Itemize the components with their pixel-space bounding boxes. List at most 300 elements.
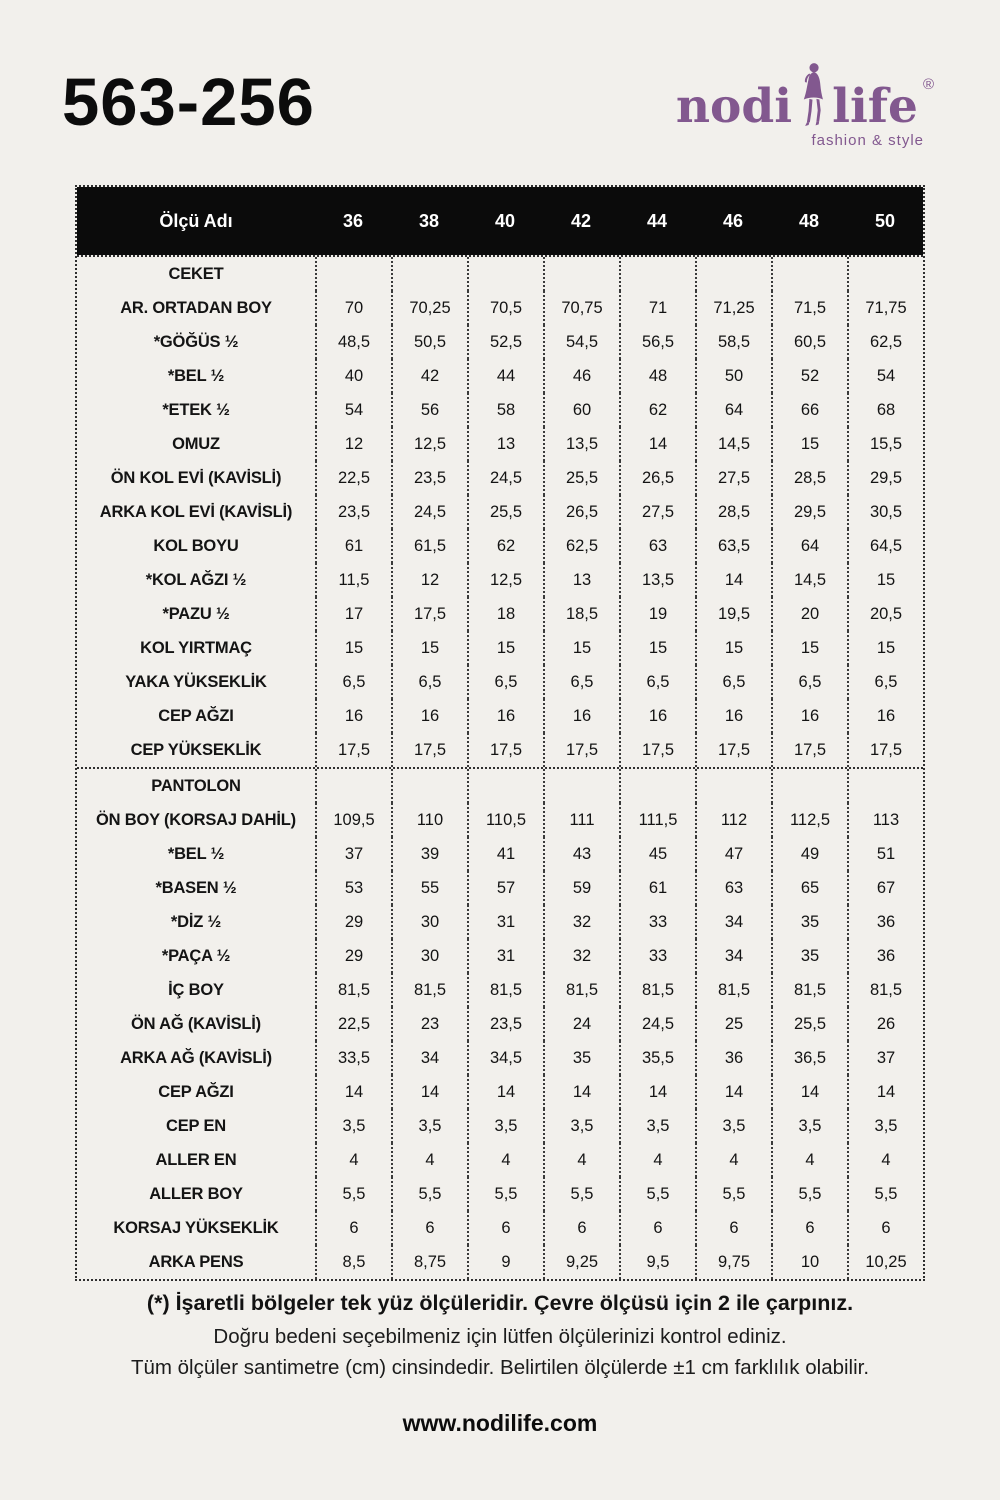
table-row bbox=[77, 359, 923, 393]
table-row bbox=[77, 495, 923, 529]
value-cell: 14 bbox=[467, 1075, 543, 1109]
value-cell: 10,25 bbox=[847, 1245, 923, 1279]
value-cell: 18 bbox=[467, 597, 543, 631]
value-cell: 61 bbox=[315, 529, 391, 563]
value-cell bbox=[467, 769, 543, 803]
value-cell: 112 bbox=[695, 803, 771, 837]
value-cell: 6,5 bbox=[619, 665, 695, 699]
value-cell: 63 bbox=[619, 529, 695, 563]
value-cell: 17,5 bbox=[467, 733, 543, 767]
row-label: ALLER BOY bbox=[149, 1184, 243, 1203]
value-cell: 22,5 bbox=[315, 461, 391, 495]
value-cell: 6 bbox=[771, 1211, 847, 1245]
value-cell: 18,5 bbox=[543, 597, 619, 631]
value-cell: 110 bbox=[391, 803, 467, 837]
value-cell bbox=[315, 257, 391, 291]
value-cell: 43 bbox=[543, 837, 619, 871]
value-cell: 61 bbox=[619, 871, 695, 905]
value-cell: 42 bbox=[391, 359, 467, 393]
value-cell: 4 bbox=[619, 1143, 695, 1177]
value-cell: 6 bbox=[695, 1211, 771, 1245]
value-cell: 14 bbox=[771, 1075, 847, 1109]
value-cell: 71,5 bbox=[771, 291, 847, 325]
table-row bbox=[77, 837, 923, 871]
value-cell: 81,5 bbox=[619, 973, 695, 1007]
section-title-row bbox=[77, 769, 923, 803]
value-cell: 81,5 bbox=[695, 973, 771, 1007]
value-cell: 29,5 bbox=[847, 461, 923, 495]
value-cell: 70,5 bbox=[467, 291, 543, 325]
value-cell: 47 bbox=[695, 837, 771, 871]
size-column-header: 50 bbox=[874, 210, 896, 231]
table-row bbox=[77, 1245, 923, 1279]
value-cell: 81,5 bbox=[847, 973, 923, 1007]
value-cell bbox=[619, 257, 695, 291]
value-cell: 20 bbox=[771, 597, 847, 631]
table-row bbox=[77, 461, 923, 495]
row-label: KOL BOYU bbox=[153, 536, 239, 555]
table-row bbox=[77, 939, 923, 973]
row-label: CEP AĞZI bbox=[158, 1082, 234, 1101]
value-cell: 24,5 bbox=[619, 1007, 695, 1041]
value-cell: 41 bbox=[467, 837, 543, 871]
value-cell: 4 bbox=[847, 1143, 923, 1177]
table-row bbox=[77, 905, 923, 939]
value-cell: 19,5 bbox=[695, 597, 771, 631]
value-cell: 3,5 bbox=[467, 1109, 543, 1143]
value-cell: 29 bbox=[315, 905, 391, 939]
value-cell: 20,5 bbox=[847, 597, 923, 631]
value-cell: 71 bbox=[619, 291, 695, 325]
value-cell: 17,5 bbox=[315, 733, 391, 767]
table-row bbox=[77, 871, 923, 905]
size-column-header: 38 bbox=[418, 210, 440, 231]
value-cell bbox=[771, 257, 847, 291]
value-cell: 37 bbox=[847, 1041, 923, 1075]
size-column-header: 48 bbox=[798, 210, 820, 231]
value-cell: 9,25 bbox=[543, 1245, 619, 1279]
value-cell: 34 bbox=[391, 1041, 467, 1075]
row-label: *PAZU ½ bbox=[162, 604, 230, 623]
value-cell: 23,5 bbox=[315, 495, 391, 529]
value-cell: 32 bbox=[543, 905, 619, 939]
value-cell: 17,5 bbox=[619, 733, 695, 767]
row-label: *KOL AĞZI ½ bbox=[145, 570, 247, 589]
value-cell: 5,5 bbox=[391, 1177, 467, 1211]
value-cell: 5,5 bbox=[467, 1177, 543, 1211]
value-cell: 6,5 bbox=[467, 665, 543, 699]
value-cell: 16 bbox=[467, 699, 543, 733]
value-cell: 4 bbox=[391, 1143, 467, 1177]
table-row bbox=[77, 291, 923, 325]
value-cell: 36 bbox=[847, 939, 923, 973]
value-cell bbox=[543, 769, 619, 803]
table-row bbox=[77, 1143, 923, 1177]
row-label: ARKA KOL EVİ (KAVİSLİ) bbox=[99, 502, 293, 521]
value-cell: 3,5 bbox=[695, 1109, 771, 1143]
value-cell: 16 bbox=[391, 699, 467, 733]
value-cell: 25,5 bbox=[771, 1007, 847, 1041]
value-cell: 11,5 bbox=[315, 563, 391, 597]
table-row bbox=[77, 325, 923, 359]
table-body bbox=[77, 255, 923, 1279]
size-column-header: 36 bbox=[342, 210, 364, 231]
value-cell: 3,5 bbox=[391, 1109, 467, 1143]
table-row bbox=[77, 1041, 923, 1075]
value-cell: 14 bbox=[619, 427, 695, 461]
value-cell: 6,5 bbox=[391, 665, 467, 699]
row-label: AR. ORTADAN BOY bbox=[120, 298, 272, 317]
value-cell: 14,5 bbox=[695, 427, 771, 461]
value-cell: 5,5 bbox=[695, 1177, 771, 1211]
value-cell: 58,5 bbox=[695, 325, 771, 359]
value-cell: 26,5 bbox=[619, 461, 695, 495]
value-cell bbox=[847, 769, 923, 803]
value-cell: 62 bbox=[619, 393, 695, 427]
row-label: *DİZ ½ bbox=[170, 912, 222, 931]
value-cell: 14 bbox=[543, 1075, 619, 1109]
footer-notes bbox=[0, 1291, 1000, 1387]
row-label: ÖN AĞ (KAVİSLİ) bbox=[131, 1014, 261, 1033]
value-cell: 14 bbox=[695, 1075, 771, 1109]
value-cell: 6 bbox=[467, 1211, 543, 1245]
row-label: YAKA YÜKSEKLİK bbox=[125, 672, 267, 691]
value-cell: 3,5 bbox=[847, 1109, 923, 1143]
value-cell: 12 bbox=[315, 427, 391, 461]
row-label: *PAÇA ½ bbox=[161, 946, 231, 965]
value-cell: 62,5 bbox=[847, 325, 923, 359]
row-label: CEP EN bbox=[166, 1116, 226, 1135]
value-cell: 13,5 bbox=[543, 427, 619, 461]
value-cell: 16 bbox=[847, 699, 923, 733]
table-section bbox=[77, 767, 923, 1279]
table-row bbox=[77, 803, 923, 837]
value-cell: 19 bbox=[619, 597, 695, 631]
value-cell: 17,5 bbox=[847, 733, 923, 767]
value-cell: 58 bbox=[467, 393, 543, 427]
value-cell: 4 bbox=[315, 1143, 391, 1177]
value-cell: 63,5 bbox=[695, 529, 771, 563]
section-title-row bbox=[77, 257, 923, 291]
value-cell: 9 bbox=[467, 1245, 543, 1279]
website-url: www.nodilife.com bbox=[402, 1410, 598, 1436]
value-cell: 63 bbox=[695, 871, 771, 905]
value-cell: 31 bbox=[467, 939, 543, 973]
brand-name-left: nodi bbox=[675, 79, 793, 135]
value-cell: 46 bbox=[543, 359, 619, 393]
value-cell bbox=[543, 257, 619, 291]
value-cell: 70 bbox=[315, 291, 391, 325]
value-cell: 57 bbox=[467, 871, 543, 905]
value-cell: 6,5 bbox=[315, 665, 391, 699]
section-title: PANTOLON bbox=[151, 776, 241, 795]
value-cell: 54 bbox=[315, 393, 391, 427]
value-cell: 52 bbox=[771, 359, 847, 393]
value-cell: 28,5 bbox=[695, 495, 771, 529]
value-cell: 110,5 bbox=[467, 803, 543, 837]
value-cell: 45 bbox=[619, 837, 695, 871]
value-cell: 16 bbox=[771, 699, 847, 733]
value-cell: 15 bbox=[771, 631, 847, 665]
value-cell: 14 bbox=[847, 1075, 923, 1109]
value-cell: 29 bbox=[315, 939, 391, 973]
value-cell bbox=[391, 257, 467, 291]
value-cell: 62,5 bbox=[543, 529, 619, 563]
value-cell: 5,5 bbox=[619, 1177, 695, 1211]
value-cell: 81,5 bbox=[543, 973, 619, 1007]
row-label: CEP AĞZI bbox=[158, 706, 234, 725]
value-cell: 14 bbox=[391, 1075, 467, 1109]
value-cell: 50,5 bbox=[391, 325, 467, 359]
value-cell: 22,5 bbox=[315, 1007, 391, 1041]
row-label: ÖN KOL EVİ (KAVİSLİ) bbox=[110, 468, 282, 487]
value-cell: 40 bbox=[315, 359, 391, 393]
table-row bbox=[77, 597, 923, 631]
value-cell: 35 bbox=[771, 939, 847, 973]
value-cell: 4 bbox=[771, 1143, 847, 1177]
size-header-row bbox=[77, 187, 923, 255]
value-cell: 111,5 bbox=[619, 803, 695, 837]
value-cell: 27,5 bbox=[619, 495, 695, 529]
row-label: *BASEN ½ bbox=[155, 878, 237, 897]
value-cell: 17,5 bbox=[543, 733, 619, 767]
value-cell: 34,5 bbox=[467, 1041, 543, 1075]
value-cell: 6 bbox=[391, 1211, 467, 1245]
value-cell: 16 bbox=[543, 699, 619, 733]
value-cell: 8,75 bbox=[391, 1245, 467, 1279]
value-cell: 6 bbox=[847, 1211, 923, 1245]
value-cell: 12 bbox=[391, 563, 467, 597]
row-label: ALLER EN bbox=[155, 1150, 237, 1169]
value-cell: 23 bbox=[391, 1007, 467, 1041]
size-table bbox=[75, 185, 925, 1281]
value-cell: 64 bbox=[695, 393, 771, 427]
value-cell: 81,5 bbox=[391, 973, 467, 1007]
table-row bbox=[77, 1007, 923, 1041]
value-cell: 29,5 bbox=[771, 495, 847, 529]
value-cell: 31 bbox=[467, 905, 543, 939]
value-cell: 34 bbox=[695, 905, 771, 939]
note-asterisk: (*) İşaretli bölgeler tek yüz ölçüleridir. Çevre ölçüsü için 2 ile çarpınız. bbox=[146, 1291, 854, 1315]
value-cell: 15 bbox=[771, 427, 847, 461]
value-cell: 35 bbox=[543, 1041, 619, 1075]
value-cell: 71,75 bbox=[847, 291, 923, 325]
value-cell: 49 bbox=[771, 837, 847, 871]
value-cell: 60 bbox=[543, 393, 619, 427]
value-cell: 71,25 bbox=[695, 291, 771, 325]
value-cell: 4 bbox=[695, 1143, 771, 1177]
value-cell: 25,5 bbox=[543, 461, 619, 495]
value-cell: 16 bbox=[315, 699, 391, 733]
brand-tagline: fashion & style bbox=[811, 132, 924, 149]
row-label: ARKA PENS bbox=[148, 1252, 244, 1271]
value-cell: 33 bbox=[619, 939, 695, 973]
row-label: CEP YÜKSEKLİK bbox=[130, 740, 262, 759]
value-cell: 6,5 bbox=[771, 665, 847, 699]
value-cell: 25,5 bbox=[467, 495, 543, 529]
value-cell bbox=[695, 257, 771, 291]
table-row bbox=[77, 665, 923, 699]
value-cell: 6,5 bbox=[543, 665, 619, 699]
value-cell: 36,5 bbox=[771, 1041, 847, 1075]
row-label: *GÖĞÜS ½ bbox=[153, 332, 239, 351]
value-cell: 3,5 bbox=[543, 1109, 619, 1143]
value-cell bbox=[315, 769, 391, 803]
value-cell: 59 bbox=[543, 871, 619, 905]
value-cell: 14,5 bbox=[771, 563, 847, 597]
value-cell: 24,5 bbox=[467, 461, 543, 495]
table-row bbox=[77, 733, 923, 767]
table-row bbox=[77, 427, 923, 461]
brand-logo bbox=[664, 62, 934, 149]
value-cell: 51 bbox=[847, 837, 923, 871]
value-cell: 8,5 bbox=[315, 1245, 391, 1279]
table-row bbox=[77, 1211, 923, 1245]
value-cell: 13 bbox=[467, 427, 543, 461]
table-row bbox=[77, 631, 923, 665]
value-cell: 4 bbox=[543, 1143, 619, 1177]
value-cell: 14 bbox=[315, 1075, 391, 1109]
value-cell: 16 bbox=[695, 699, 771, 733]
value-cell: 5,5 bbox=[543, 1177, 619, 1211]
woman-silhouette-icon bbox=[795, 62, 829, 134]
value-cell: 68 bbox=[847, 393, 923, 427]
value-cell: 17,5 bbox=[771, 733, 847, 767]
table-row bbox=[77, 529, 923, 563]
value-cell: 48,5 bbox=[315, 325, 391, 359]
size-column-header: 46 bbox=[722, 210, 744, 231]
value-cell: 6 bbox=[315, 1211, 391, 1245]
table-row bbox=[77, 973, 923, 1007]
value-cell: 39 bbox=[391, 837, 467, 871]
value-cell: 81,5 bbox=[315, 973, 391, 1007]
row-label: ÖN BOY (KORSAJ DAHİL) bbox=[96, 810, 296, 829]
value-cell: 6,5 bbox=[695, 665, 771, 699]
value-cell: 5,5 bbox=[315, 1177, 391, 1211]
row-label: *ETEK ½ bbox=[162, 400, 230, 419]
row-label: İÇ BOY bbox=[168, 980, 224, 999]
value-cell: 4 bbox=[467, 1143, 543, 1177]
value-cell bbox=[847, 257, 923, 291]
value-cell: 26 bbox=[847, 1007, 923, 1041]
value-cell: 37 bbox=[315, 837, 391, 871]
size-column-header: 40 bbox=[494, 210, 516, 231]
value-cell: 15,5 bbox=[847, 427, 923, 461]
value-cell: 53 bbox=[315, 871, 391, 905]
table-row bbox=[77, 1177, 923, 1211]
value-cell: 30 bbox=[391, 939, 467, 973]
value-cell: 81,5 bbox=[771, 973, 847, 1007]
value-cell: 14 bbox=[619, 1075, 695, 1109]
value-cell: 15 bbox=[695, 631, 771, 665]
value-cell: 23,5 bbox=[391, 461, 467, 495]
value-cell: 5,5 bbox=[771, 1177, 847, 1211]
value-cell: 70,25 bbox=[391, 291, 467, 325]
value-cell: 60,5 bbox=[771, 325, 847, 359]
value-cell: 9,75 bbox=[695, 1245, 771, 1279]
value-cell: 27,5 bbox=[695, 461, 771, 495]
value-cell: 17,5 bbox=[391, 597, 467, 631]
value-cell: 33,5 bbox=[315, 1041, 391, 1075]
value-cell: 3,5 bbox=[315, 1109, 391, 1143]
section-title: CEKET bbox=[168, 264, 224, 283]
table-row bbox=[77, 563, 923, 597]
value-cell: 24,5 bbox=[391, 495, 467, 529]
table-section bbox=[77, 257, 923, 767]
value-cell: 36 bbox=[847, 905, 923, 939]
value-cell: 81,5 bbox=[467, 973, 543, 1007]
value-cell: 56 bbox=[391, 393, 467, 427]
value-cell bbox=[695, 769, 771, 803]
value-cell: 54 bbox=[847, 359, 923, 393]
measure-name-header: Ölçü Adı bbox=[159, 210, 233, 231]
table-row bbox=[77, 1109, 923, 1143]
value-cell: 15 bbox=[315, 631, 391, 665]
row-label: OMUZ bbox=[172, 434, 220, 453]
value-cell: 15 bbox=[847, 563, 923, 597]
table-row bbox=[77, 393, 923, 427]
value-cell: 15 bbox=[847, 631, 923, 665]
value-cell bbox=[771, 769, 847, 803]
value-cell: 44 bbox=[467, 359, 543, 393]
value-cell: 9,5 bbox=[619, 1245, 695, 1279]
size-column-header: 42 bbox=[570, 210, 592, 231]
value-cell: 15 bbox=[467, 631, 543, 665]
value-cell: 10 bbox=[771, 1245, 847, 1279]
value-cell: 112,5 bbox=[771, 803, 847, 837]
value-cell: 15 bbox=[543, 631, 619, 665]
row-label: ARKA AĞ (KAVİSLİ) bbox=[120, 1048, 272, 1067]
value-cell: 17,5 bbox=[695, 733, 771, 767]
value-cell: 35 bbox=[771, 905, 847, 939]
value-cell: 23,5 bbox=[467, 1007, 543, 1041]
value-cell: 12,5 bbox=[467, 563, 543, 597]
table-row bbox=[77, 699, 923, 733]
value-cell: 6 bbox=[619, 1211, 695, 1245]
value-cell: 15 bbox=[391, 631, 467, 665]
value-cell: 17 bbox=[315, 597, 391, 631]
value-cell: 61,5 bbox=[391, 529, 467, 563]
value-cell: 17,5 bbox=[391, 733, 467, 767]
value-cell: 35,5 bbox=[619, 1041, 695, 1075]
value-cell: 28,5 bbox=[771, 461, 847, 495]
value-cell: 15 bbox=[619, 631, 695, 665]
size-column-header: 44 bbox=[646, 210, 668, 231]
value-cell: 30 bbox=[391, 905, 467, 939]
value-cell: 50 bbox=[695, 359, 771, 393]
value-cell: 13,5 bbox=[619, 563, 695, 597]
row-label: *BEL ½ bbox=[167, 844, 225, 863]
value-cell: 13 bbox=[543, 563, 619, 597]
value-cell: 6,5 bbox=[847, 665, 923, 699]
value-cell: 24 bbox=[543, 1007, 619, 1041]
value-cell: 113 bbox=[847, 803, 923, 837]
value-cell bbox=[391, 769, 467, 803]
value-cell: 65 bbox=[771, 871, 847, 905]
value-cell: 67 bbox=[847, 871, 923, 905]
value-cell: 36 bbox=[695, 1041, 771, 1075]
value-cell: 14 bbox=[695, 563, 771, 597]
value-cell: 48 bbox=[619, 359, 695, 393]
value-cell: 62 bbox=[467, 529, 543, 563]
note-check-sizes: Doğru bedeni seçebilmeniz için lütfen ölçülerinizi kontrol ediniz. bbox=[213, 1325, 787, 1348]
value-cell: 70,75 bbox=[543, 291, 619, 325]
value-cell: 12,5 bbox=[391, 427, 467, 461]
table-row bbox=[77, 1075, 923, 1109]
value-cell: 54,5 bbox=[543, 325, 619, 359]
product-code: 563-256 bbox=[62, 65, 315, 140]
value-cell: 32 bbox=[543, 939, 619, 973]
